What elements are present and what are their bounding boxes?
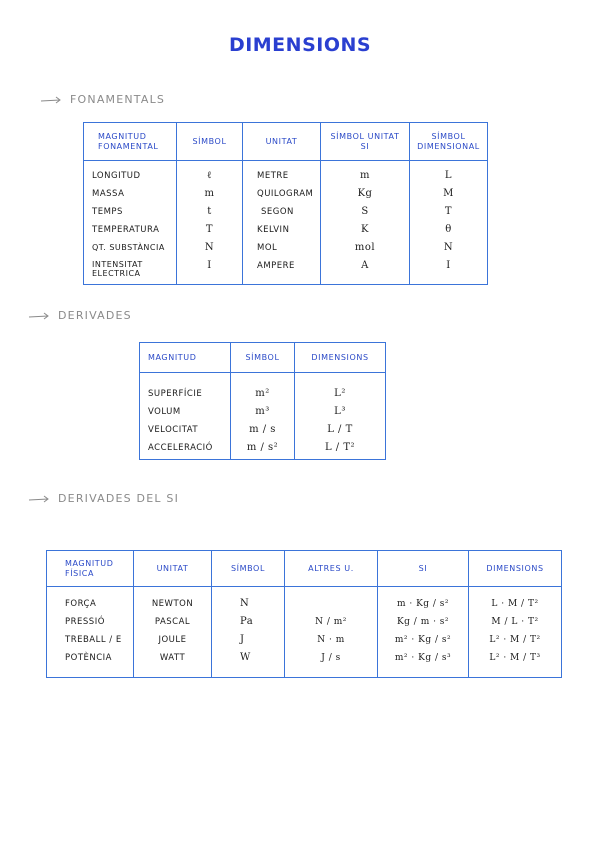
table-cell: WATT xyxy=(134,649,212,678)
table-cell: KELVIN xyxy=(243,221,321,239)
table-cell: A xyxy=(321,257,410,285)
table-cell: L · M / T² xyxy=(469,595,562,613)
table-cell xyxy=(285,595,378,613)
table-cell: N xyxy=(410,239,488,257)
table-cell: θ xyxy=(410,221,488,239)
table-cell: J xyxy=(212,631,285,649)
table-row xyxy=(140,385,386,403)
header-cell: ALTRES U. xyxy=(285,551,378,587)
header-cell: SÍMBOL xyxy=(231,343,295,373)
table-row xyxy=(47,631,562,649)
table-cell: VELOCITAT xyxy=(140,421,231,439)
section-fonamentals-label xyxy=(40,93,165,106)
table-cell: L / T xyxy=(295,421,386,439)
table-cell: L² · M / T² xyxy=(469,631,562,649)
section-derivades-si-label xyxy=(28,492,179,505)
table-cell: JOULE xyxy=(134,631,212,649)
derivades-table xyxy=(139,342,386,460)
header-cell: SÍMBOL UNITAT SI xyxy=(321,123,410,161)
table-cell: PRESSIÓ xyxy=(47,613,134,631)
table-cell: m² xyxy=(231,385,295,403)
section-title: DERIVADES DEL SI xyxy=(58,492,180,505)
table-cell: m² · Kg / s³ xyxy=(378,649,469,678)
table-cell: METRE xyxy=(243,167,321,185)
table-header-row xyxy=(140,343,386,373)
table-cell: L xyxy=(410,167,488,185)
table-cell: I xyxy=(177,257,243,285)
table-row xyxy=(84,239,488,257)
table-cell: t xyxy=(177,203,243,221)
arrow-right-icon xyxy=(28,311,50,321)
table-cell: TEMPS xyxy=(84,203,177,221)
table-cell: W xyxy=(212,649,285,678)
table-row xyxy=(84,257,488,285)
table-cell: m xyxy=(321,167,410,185)
table-cell: Pa xyxy=(212,613,285,631)
header-cell: MAGNITUD FONAMENTAL xyxy=(84,123,177,161)
table-cell: TREBALL / E xyxy=(47,631,134,649)
section-title: FONAMENTALS xyxy=(70,93,166,106)
header-cell: DIMENSIONS xyxy=(469,551,562,587)
header-cell: SÍMBOL xyxy=(212,551,285,587)
header-cell: UNITAT xyxy=(243,123,321,161)
arrow-right-icon xyxy=(28,494,50,504)
table-cell: VOLUM xyxy=(140,403,231,421)
section-title: DERIVADES xyxy=(58,309,132,322)
table-cell: ℓ xyxy=(177,167,243,185)
table-cell: N xyxy=(212,595,285,613)
table-cell: mol xyxy=(321,239,410,257)
table-cell: QT. SUBSTÀNCIA xyxy=(84,239,177,257)
table-cell: m / s² xyxy=(231,439,295,460)
header-cell: SÍMBOL DIMENSIONAL xyxy=(410,123,488,161)
header-cell: DIMENSIONS xyxy=(295,343,386,373)
table-row xyxy=(84,167,488,185)
table-cell: ACCELERACIÓ xyxy=(140,439,231,460)
table-row xyxy=(84,185,488,203)
table-row xyxy=(140,439,386,460)
table-cell: NEWTON xyxy=(134,595,212,613)
table-cell: FORÇA xyxy=(47,595,134,613)
table-cell: J / s xyxy=(285,649,378,678)
fonamentals-table xyxy=(83,122,488,285)
table-cell: m / s xyxy=(231,421,295,439)
table-row xyxy=(47,595,562,613)
section-derivades-label xyxy=(28,309,132,322)
table-row xyxy=(140,421,386,439)
table-cell: S xyxy=(321,203,410,221)
table-cell: MOL xyxy=(243,239,321,257)
table-cell: N · m xyxy=(285,631,378,649)
table-cell: SEGON xyxy=(243,203,321,221)
table-cell: L² · M / T³ xyxy=(469,649,562,678)
table-row xyxy=(84,203,488,221)
table-cell: M xyxy=(410,185,488,203)
header-cell: MAGNITUD xyxy=(140,343,231,373)
table-cell: Kg / m · s² xyxy=(378,613,469,631)
table-header-row xyxy=(47,551,562,587)
table-cell: L / T² xyxy=(295,439,386,460)
table-cell: m² · Kg / s² xyxy=(378,631,469,649)
header-cell: MAGNITUD FÍSICA xyxy=(47,551,134,587)
table-cell: T xyxy=(410,203,488,221)
table-cell: Kg xyxy=(321,185,410,203)
table-cell: I xyxy=(410,257,488,285)
table-header-row xyxy=(84,123,488,161)
arrow-right-icon xyxy=(40,95,62,105)
table-cell: AMPERE xyxy=(243,257,321,285)
table-cell: POTÈNCIA xyxy=(47,649,134,678)
header-cell: SÍMBOL xyxy=(177,123,243,161)
page-title: DIMENSIONS xyxy=(228,34,372,56)
table-cell: SUPERFÍCIE xyxy=(140,385,231,403)
table-cell: N / m² xyxy=(285,613,378,631)
table-row xyxy=(47,649,562,678)
table-cell: K xyxy=(321,221,410,239)
table-row xyxy=(140,403,386,421)
table-cell: m³ xyxy=(231,403,295,421)
table-cell: QUILOGRAM xyxy=(243,185,321,203)
table-cell: TEMPERATURA xyxy=(84,221,177,239)
header-cell: UNITAT xyxy=(134,551,212,587)
table-cell: N xyxy=(177,239,243,257)
table-cell: M / L · T² xyxy=(469,613,562,631)
table-row xyxy=(84,221,488,239)
table-cell: T xyxy=(177,221,243,239)
table-cell: PASCAL xyxy=(134,613,212,631)
table-cell: LONGITUD xyxy=(84,167,177,185)
table-cell: MASSA xyxy=(84,185,177,203)
derivades-si-table xyxy=(46,550,562,678)
header-cell: SI xyxy=(378,551,469,587)
table-cell: INTENSITAT ELECTRICA xyxy=(84,257,177,285)
table-cell: m · Kg / s² xyxy=(378,595,469,613)
table-cell: L² xyxy=(295,385,386,403)
table-cell: m xyxy=(177,185,243,203)
table-cell: L³ xyxy=(295,403,386,421)
table-row xyxy=(47,613,562,631)
